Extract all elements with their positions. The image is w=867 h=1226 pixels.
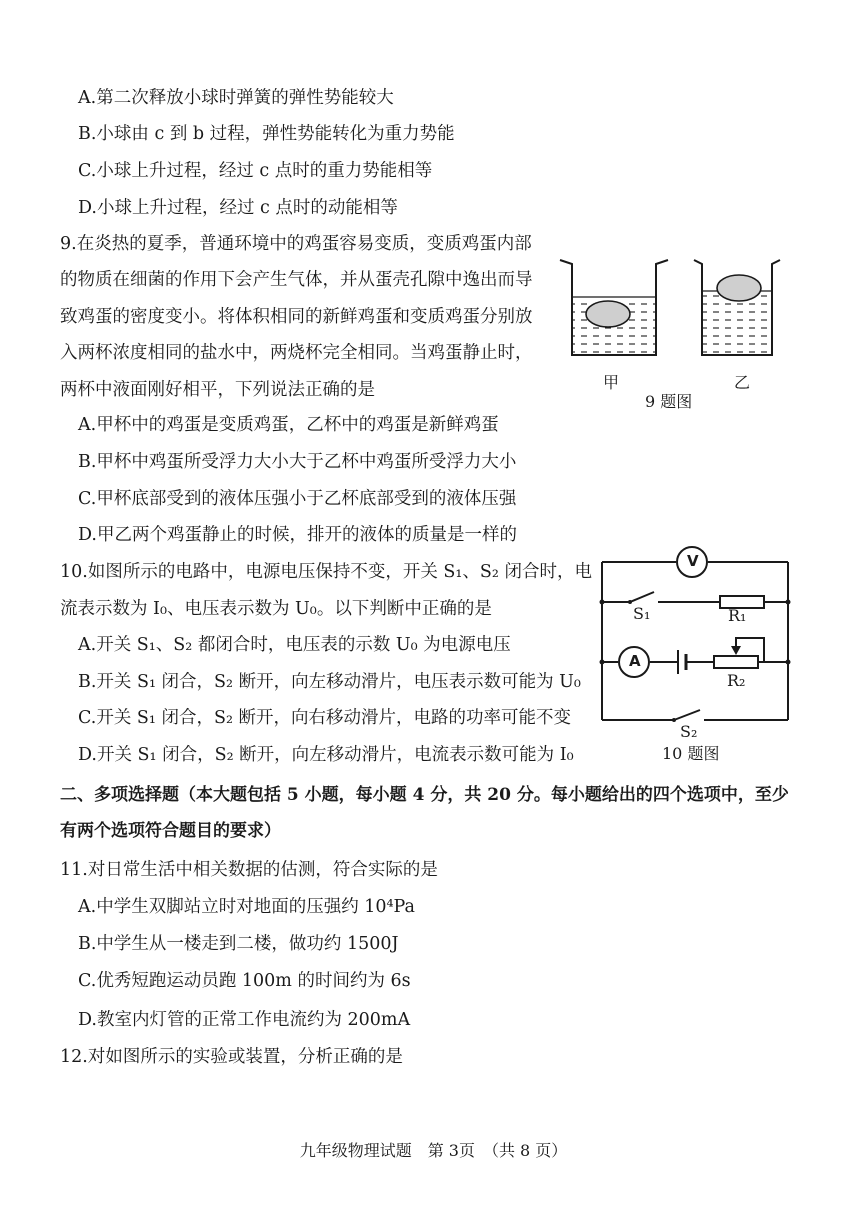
q11-option-b: B.中学生从一楼走到二楼，做功约 1500J [78,934,399,954]
q10-figure-caption: 10 题图 [662,744,720,763]
egg-jia [586,301,630,327]
q9-option-c: C.甲杯底部受到的液体压强小于乙杯底部受到的液体压强 [78,489,517,509]
q10-option-c: C.开关 S₁ 闭合，S₂ 断开，向右移动滑片，电路的功率可能不变 [78,708,572,728]
section2-heading-line-1: 二、多项选择题（本大题包括 5 小题，每小题 4 分，共 20 分。每小题给出的四个选项中，至少 [60,785,789,805]
r1-label: R₁ [728,606,747,625]
q8-option-c: C.小球上升过程，经过 c 点时的重力势能相等 [78,161,433,181]
switch-s1-blade [630,592,654,602]
egg-yi [717,275,761,301]
r2-label: R₂ [727,671,746,690]
q8-option-d: D.小球上升过程，经过 c 点时的动能相等 [78,198,398,218]
q9-stem-line-2: 的物质在细菌的作用下会产生气体，并从蛋壳孔隙中逸出而导 [60,270,533,290]
q8-option-a: A.第二次释放小球时弹簧的弹性势能较大 [78,88,394,108]
q11-option-d: D.教室内灯管的正常工作电流约为 200mA [78,1010,411,1030]
q9-label-yi: 乙 [734,373,751,392]
q9-stem-line-5: 两杯中液面刚好相平，下列说法正确的是 [60,380,375,400]
q9-option-d: D.甲乙两个鸡蛋静止的时候，排开的液体的质量是一样的 [78,525,517,545]
q9-figure-caption: 9 题图 [645,392,693,411]
q9-figure [556,252,786,364]
switch-s2-blade [674,710,700,720]
q11-option-c: C.优秀短跑运动员跑 100m 的时间约为 6s [78,971,411,991]
section2-heading-line-2: 有两个选项符合题目的要求） [60,821,281,841]
q9-stem-line-1: 9.在炎热的夏季，普通环境中的鸡蛋容易变质，变质鸡蛋内部 [60,234,532,254]
q11-option-a: A.中学生双脚站立时对地面的压强约 10⁴Pa [78,897,415,917]
beaker-yi [694,260,780,355]
q12-stem: 12.对如图所示的实验或装置，分析正确的是 [60,1047,403,1067]
q10-stem-line-1: 10.如图所示的电路中，电源电压保持不变，开关 S₁、S₂ 闭合时，电 [60,562,592,582]
q10-option-a: A.开关 S₁、S₂ 都闭合时，电压表的示数 U₀ 为电源电压 [78,635,511,655]
q8-option-b: B.小球由 c 到 b 过程，弹性势能转化为重力势能 [78,124,455,144]
q10-option-d: D.开关 S₁ 闭合，S₂ 断开，向左移动滑片，电流表示数可能为 I₀ [78,745,574,765]
ammeter-label: A [629,652,641,670]
q10-stem-line-2: 流表示数为 I₀、电压表示数为 U₀。以下判断中正确的是 [60,599,492,619]
beaker-jia [560,260,668,355]
s1-label: S₁ [633,604,651,623]
q9-stem-line-4: 入两杯浓度相同的盐水中，两烧杯完全相同。当鸡蛋静止时， [60,343,533,363]
s2-label: S₂ [680,722,698,741]
q9-label-jia: 甲 [603,373,620,392]
voltmeter-label: V [687,552,699,570]
q9-option-a: A.甲杯中的鸡蛋是变质鸡蛋，乙杯中的鸡蛋是新鲜鸡蛋 [78,415,499,435]
q11-stem: 11.对日常生活中相关数据的估测，符合实际的是 [60,860,438,880]
rheostat-r2 [714,656,758,668]
page-footer: 九年级物理试题 第 3页 （共 8 页） [299,1141,568,1160]
q9-option-b: B.甲杯中鸡蛋所受浮力大小大于乙杯中鸡蛋所受浮力大小 [78,452,517,472]
rheostat-slider-wire [736,638,764,662]
q10-option-b: B.开关 S₁ 闭合，S₂ 断开，向左移动滑片，电压表示数可能为 U₀ [78,672,581,692]
rheostat-slider-arrow [731,646,741,655]
q9-stem-line-3: 致鸡蛋的密度变小。将体积相同的新鲜鸡蛋和变质鸡蛋分别放 [60,307,533,327]
